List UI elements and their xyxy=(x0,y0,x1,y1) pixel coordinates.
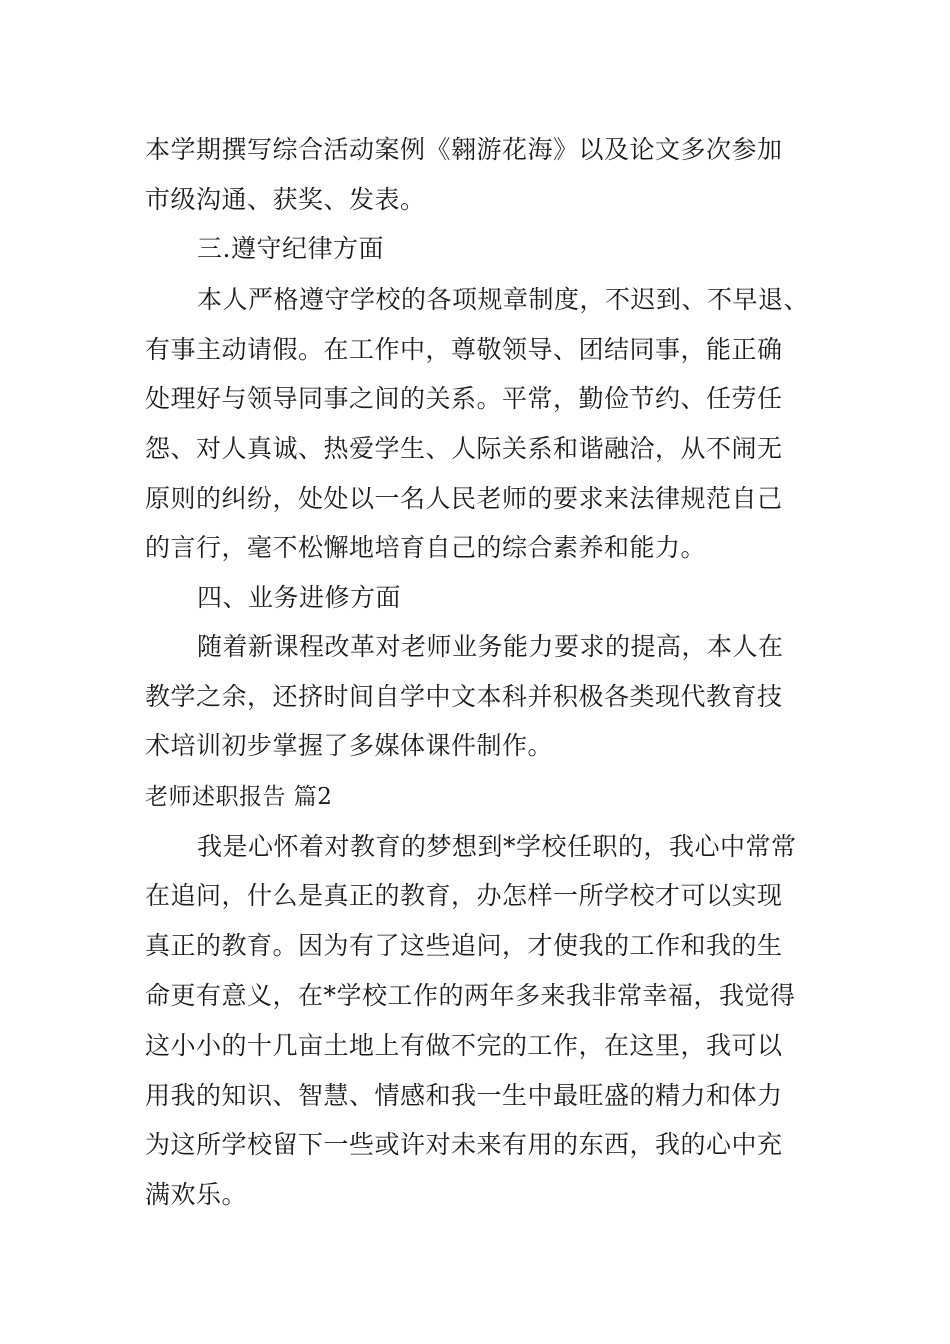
text-line: 的言行，毫不松懈地培育自己的综合素养和能力。 xyxy=(145,533,707,562)
text-line: 本学期撰写综合活动案例《翱游花海》以及论文多次参加 xyxy=(145,135,783,164)
text-line: 命更有意义，在*学校工作的两年多来我非常幸福，我觉得 xyxy=(145,981,796,1010)
text-line: 这小小的十几亩土地上有做不完的工作，在这里，我可以 xyxy=(145,1031,783,1060)
text-line: 用我的知识、智慧、情感和我一生中最旺盛的精力和体力 xyxy=(145,1081,783,1110)
section-heading: 三.遵守纪律方面 xyxy=(197,234,384,263)
text-line: 有事主动请假。在工作中，尊敬领导、团结同事，能正确 xyxy=(145,335,783,364)
text-line: 市级沟通、获奖、发表。 xyxy=(145,185,426,214)
text-line: 处理好与领导同事之间的关系。平常，勤俭节约、任劳任 xyxy=(145,384,783,413)
text-line: 原则的纠纷，处处以一名人民老师的要求来法律规范自己 xyxy=(145,484,783,513)
text-line: 满欢乐。 xyxy=(145,1180,248,1209)
section-heading: 四、业务进修方面 xyxy=(197,583,402,612)
text-line: 随着新课程改革对老师业务能力要求的提高，本人在 xyxy=(197,632,784,661)
text-line: 教学之余，还挤时间自学中文本科并积极各类现代教育技 xyxy=(145,682,783,711)
text-line: 本人严格遵守学校的各项规章制度，不迟到、不早退、 xyxy=(197,285,810,314)
text-line: 怨、对人真诚、热爱学生、人际关系和谐融洽，从不闹无 xyxy=(145,434,783,463)
report-title: 老师述职报告 篇2 xyxy=(145,784,333,810)
text-line: 我是心怀着对教育的梦想到*学校任职的，我心中常常 xyxy=(197,832,797,861)
text-line: 在追问，什么是真正的教育，办怎样一所学校才可以实现 xyxy=(145,881,783,910)
text-line: 术培训初步掌握了多媒体课件制作。 xyxy=(145,731,554,760)
text-line: 真正的教育。因为有了这些追问，才使我的工作和我的生 xyxy=(145,931,783,960)
text-line: 为这所学校留下一些或许对未来有用的东西，我的心中充 xyxy=(145,1130,783,1159)
